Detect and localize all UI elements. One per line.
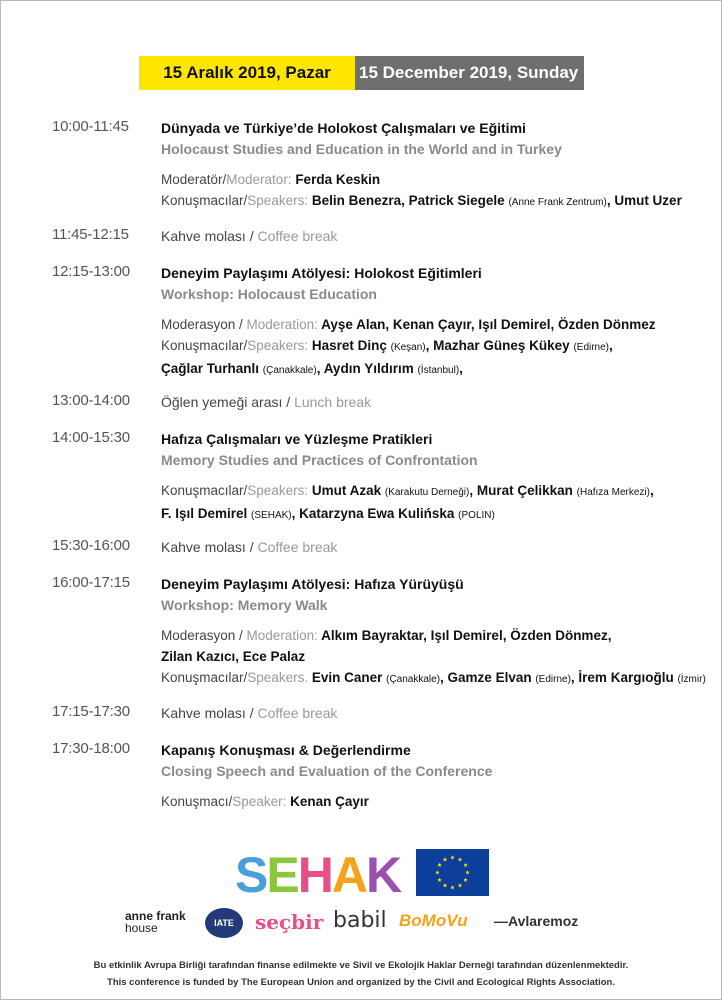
- moderation-line-2: Zilan Kazıcı, Ece Palaz: [161, 649, 306, 664]
- session-title-tr: Dünyada ve Türkiye’de Holokost Çalışmaları ve Eğitimi: [161, 120, 526, 136]
- session-title-tr: Kapanış Konuşması & Değerlendirme: [161, 742, 411, 758]
- session-title-en: Workshop: Holocaust Education: [161, 286, 377, 302]
- footer-turkish: Bu etkinlik Avrupa Birliği tarafından finanse edilmekte ve Sivil ve Ekolojik Haklar Derneği tarafından düzenlenmektedir.: [93, 960, 629, 971]
- session-title-en: Closing Speech and Evaluation of the Conference: [161, 763, 493, 779]
- session-title-tr: Hafıza Çalışmaları ve Yüzleşme Pratikleri: [161, 431, 433, 447]
- speakers-line: Konuşmacılar/Speakers: Hasret Dinç (Keşan), Mazhar Güneş Kükey (Edirne),: [161, 338, 613, 353]
- moderator-line: Moderatör/Moderator: Ferda Keskin: [161, 172, 381, 187]
- session-time: 13:00-14:00: [52, 392, 130, 409]
- session-time: 17:30-18:00: [52, 740, 130, 757]
- speakers-line-2: F. Işıl Demirel (SEHAK), Katarzyna Ewa Kulińska (POLIN): [161, 506, 495, 521]
- anne-frank-house-logo: anne frank house: [125, 909, 186, 935]
- session-time: 17:15-17:30: [52, 703, 130, 720]
- session-title-en: Memory Studies and Practices of Confrontation: [161, 452, 478, 468]
- footer-english: This conference is funded by The European Union and organized by the Civil and Ecological Rights Association.: [107, 977, 615, 988]
- session-time: 14:00-15:30: [52, 429, 130, 446]
- speakers-line: Konuşmacılar/Speakers: Belin Benezra, Patrick Siegele (Anne Frank Zentrum), Umut Uzer: [161, 193, 682, 208]
- session-time: 11:45-12:15: [52, 226, 129, 243]
- break-label: Kahve molası / Coffee break: [161, 539, 338, 555]
- speakers-line-2: Çağlar Turhanlı (Çanakkale), Aydın Yıldırım (İstanbul),: [161, 361, 463, 376]
- session-title-en: Workshop: Memory Walk: [161, 597, 328, 613]
- date-english: 15 December 2019, Sunday: [355, 56, 584, 90]
- avlaremoz-logo: —Avlaremoz: [494, 913, 579, 929]
- session-time: 10:00-11:45: [52, 118, 129, 135]
- eu-flag-icon: [416, 849, 489, 896]
- iate-logo: IATE: [205, 908, 243, 938]
- session-title-tr: Deneyim Paylaşımı Atölyesi: Hafıza Yürüyüşü: [161, 576, 464, 592]
- bomovu-logo: BoMoVu: [399, 911, 468, 930]
- session-title-en: Holocaust Studies and Education in the World and in Turkey: [161, 141, 562, 157]
- break-label: Kahve molası / Coffee break: [161, 228, 338, 244]
- session-time: 16:00-17:15: [52, 574, 130, 591]
- session-title-tr: Deneyim Paylaşımı Atölyesi: Holokost Eğitimleri: [161, 265, 482, 281]
- date-turkish: 15 Aralık 2019, Pazar: [139, 56, 355, 90]
- session-time: 12:15-13:00: [52, 263, 130, 280]
- speaker-line: Konuşmacı/Speaker: Kenan Çayır: [161, 794, 369, 809]
- sehak-logo: S E H A K: [235, 847, 401, 903]
- secbir-logo: seçbir: [255, 910, 324, 934]
- moderation-line: Moderasyon / Moderation: Alkım Bayraktar, Işıl Demirel, Özden Dönmez,: [161, 628, 612, 643]
- session-time: 15:30-16:00: [52, 537, 130, 554]
- speakers-line: Konuşmacılar/Speakers. Evin Caner (Çanakkale), Gamze Elvan (Edirne), İrem Kargıoğlu (İzmir): [161, 670, 706, 685]
- moderation-line: Moderasyon / Moderation: Ayşe Alan, Kenan Çayır, Işıl Demirel, Özden Dönmez: [161, 317, 656, 332]
- break-label: Kahve molası / Coffee break: [161, 705, 338, 721]
- break-label: Öğlen yemeği arası / Lunch break: [161, 394, 372, 410]
- date-banner: [139, 56, 584, 90]
- speakers-line: Konuşmacılar/Speakers: Umut Azak (Karakutu Derneği), Murat Çelikkan (Hafıza Merkezi),: [161, 483, 654, 498]
- babil-logo: babil: [333, 908, 387, 933]
- partner-logos: [125, 908, 605, 942]
